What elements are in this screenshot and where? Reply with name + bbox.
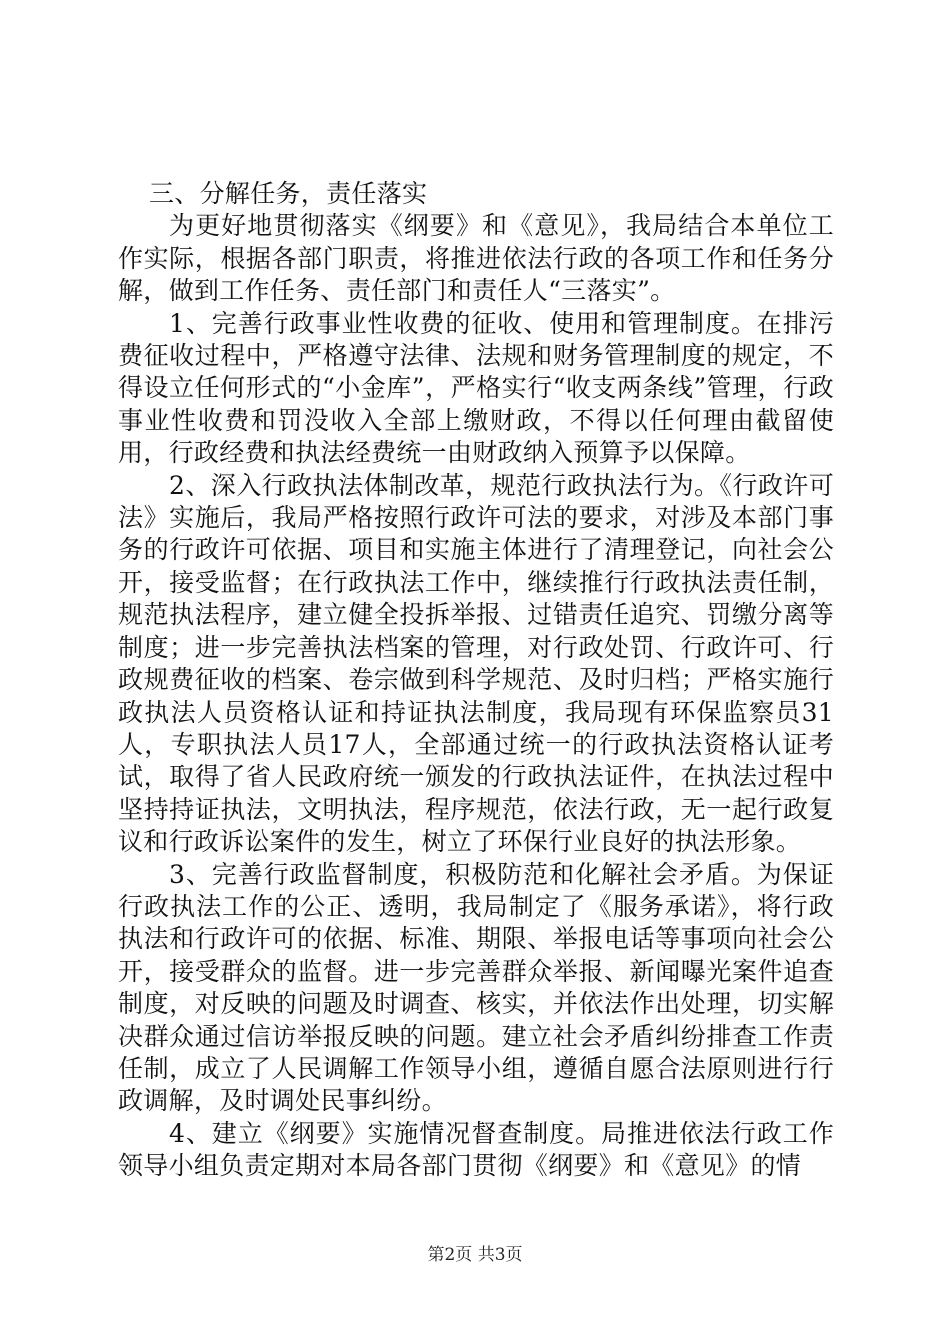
paragraph-item-1: 1、完善行政事业性收费的征收、使用和管理制度。在排污费征收过程中，严格遵守法律、法规和财务管理制度的规定，不得设立任何形式的“小金库”，严格实行“收支两条线”管理，行政事业性收费和罚没收入全部上缴财政，不得以任何理由截留使用，行政经费和执法经费统一由财政纳入预算予以保障。 [118, 308, 834, 468]
page-number-footer: 第2页 共3页 [427, 1245, 523, 1265]
document-body [118, 178, 834, 1183]
paragraph-item-4: 4、建立《纲要》实施情况督查制度。局推进依法行政工作领导小组负责定期对本局各部门贯彻《纲要》和《意见》的情 [118, 1118, 834, 1181]
paragraph-item-2: 2、深入行政执法体制改革，规范行政执法行为。《行政许可法》实施后，我局严格按照行政许可法的要求，对涉及本部门事务的行政许可依据、项目和实施主体进行了清理登记，向社会公开，接受监督；在行政执法工作中，继续推行行政执法责任制，规范执法程序，建立健全投拆举报、过错责任追究、罚缴分离等制度；进一步完善执法档案的管理，对行政处罚、行政许可、行政规费征收的档案、卷宗做到科学规范、及时归档；严格实施行政执法人员资格认证和持证执法制度，我局现有环保监察员31人，专职执法人员17人，全部通过统一的行政执法资格认证考试，取得了省人民政府统一颁发的行政执法证件，在执法过程中坚持持证执法，文明执法，程序规范，依法行政，无一起行政复议和行政诉讼案件的发生，树立了环保行业良好的执法形象。 [118, 470, 834, 857]
section-heading: 三、分解任务，责任落实 [149, 179, 428, 208]
paragraph-intro: 为更好地贯彻落实《纲要》和《意见》，我局结合本单位工作实际，根据各部门职责，将推进依法行政的各项工作和任务分解，做到工作任务、责任部门和责任人“三落实”。 [118, 211, 834, 306]
paragraph-item-3: 3、完善行政监督制度，积极防范和化解社会矛盾。为保证行政执法工作的公正、透明，我局制定了《服务承诺》，将行政执法和行政许可的依据、标准、期限、举报电话等事项向社会公开，接受群众的监督。进一步完善群众举报、新闻曝光案件追查制度，对反映的问题及时调查、核实，并依法作出处理，切实解决群众通过信访举报反映的问题。建立社会矛盾纠纷排查工作责任制，成立了人民调解工作领导小组，遵循自愿合法原则进行行政调解，及时调处民事纠纷。 [118, 859, 834, 1116]
